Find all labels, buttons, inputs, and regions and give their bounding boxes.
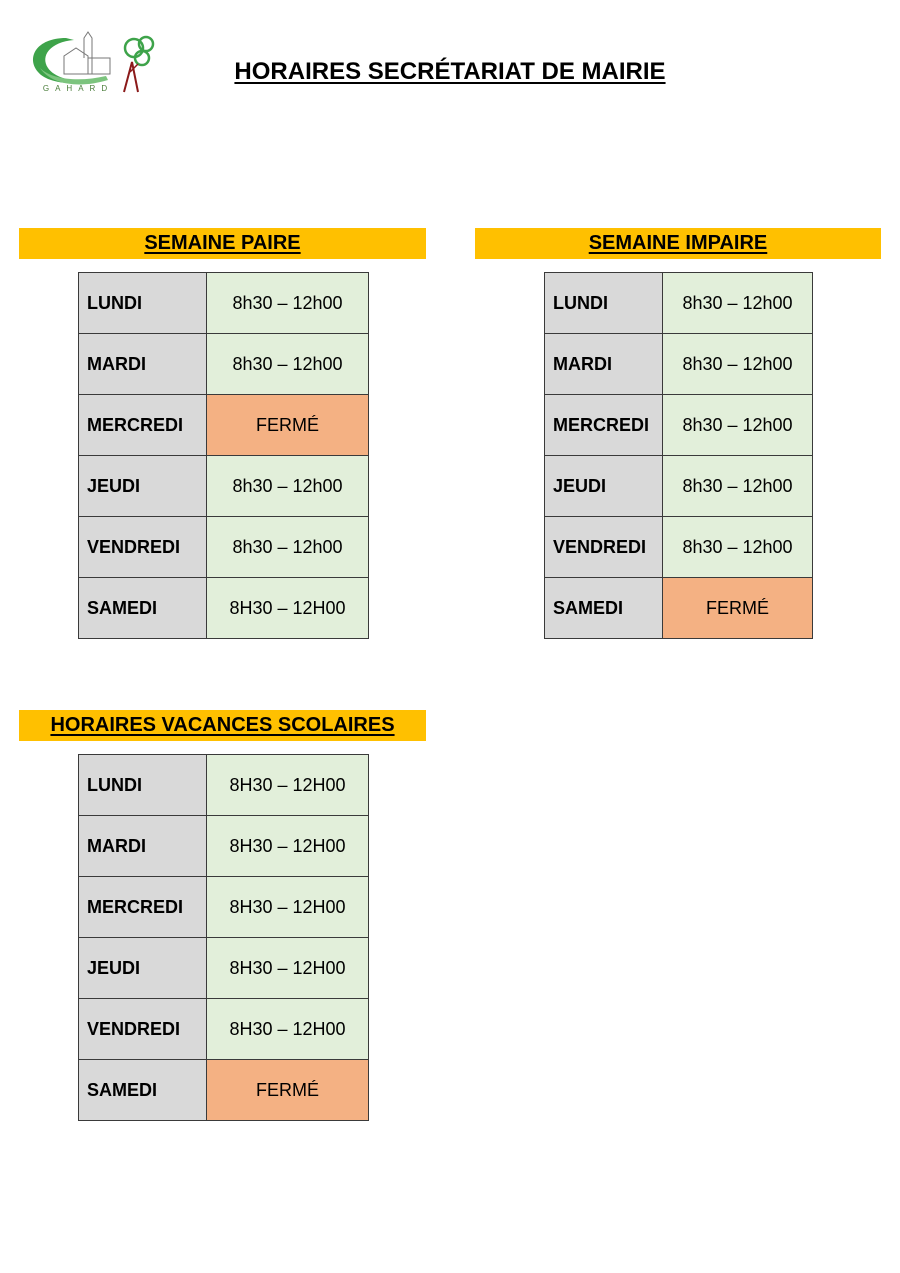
- hours-cell: 8H30 – 12H00: [207, 877, 369, 938]
- day-cell: VENDREDI: [79, 517, 207, 578]
- closed-cell: FERMÉ: [207, 1060, 369, 1121]
- page-title: HORAIRES SECRÉTARIAT DE MAIRIE: [234, 58, 666, 85]
- schedule-table-impaire: [544, 272, 813, 639]
- table-row: [79, 334, 369, 395]
- table-row: [79, 938, 369, 999]
- day-cell: MERCREDI: [545, 395, 663, 456]
- table-row: [79, 456, 369, 517]
- section-heading-paire: SEMAINE PAIRE: [19, 228, 426, 259]
- table-row: [79, 755, 369, 816]
- table-row: [79, 395, 369, 456]
- section-heading-impaire: SEMAINE IMPAIRE: [475, 228, 881, 259]
- day-cell: LUNDI: [545, 273, 663, 334]
- day-cell: MARDI: [545, 334, 663, 395]
- hours-cell: 8H30 – 12H00: [207, 938, 369, 999]
- table-row: [545, 395, 813, 456]
- table-row: [545, 456, 813, 517]
- closed-cell: FERMÉ: [663, 578, 813, 639]
- hours-cell: 8H30 – 12H00: [207, 816, 369, 877]
- hours-cell: 8h30 – 12h00: [663, 334, 813, 395]
- hours-cell: 8h30 – 12h00: [663, 456, 813, 517]
- table-row: [79, 999, 369, 1060]
- table-row: [79, 1060, 369, 1121]
- day-cell: JEUDI: [545, 456, 663, 517]
- day-cell: MERCREDI: [79, 877, 207, 938]
- day-cell: LUNDI: [79, 755, 207, 816]
- schedule-table-vacances: [78, 754, 369, 1121]
- hours-cell: 8H30 – 12H00: [207, 578, 369, 639]
- section-heading-vacances: HORAIRES VACANCES SCOLAIRES: [19, 710, 426, 741]
- day-cell: VENDREDI: [545, 517, 663, 578]
- table-row: [79, 877, 369, 938]
- table-row: [79, 273, 369, 334]
- logo-text: GAHARD: [42, 84, 114, 93]
- hours-cell: 8h30 – 12h00: [663, 273, 813, 334]
- schedule-table-paire: [78, 272, 369, 639]
- table-row: [79, 517, 369, 578]
- hours-cell: 8H30 – 12H00: [207, 999, 369, 1060]
- table-row: [79, 578, 369, 639]
- hours-cell: 8h30 – 12h00: [207, 517, 369, 578]
- day-cell: SAMEDI: [79, 1060, 207, 1121]
- table-row: [545, 273, 813, 334]
- table-row: [545, 578, 813, 639]
- hours-cell: 8h30 – 12h00: [207, 456, 369, 517]
- day-cell: SAMEDI: [545, 578, 663, 639]
- day-cell: SAMEDI: [79, 578, 207, 639]
- hours-cell: 8H30 – 12H00: [207, 755, 369, 816]
- day-cell: JEUDI: [79, 456, 207, 517]
- day-cell: MERCREDI: [79, 395, 207, 456]
- day-cell: VENDREDI: [79, 999, 207, 1060]
- hours-cell: 8h30 – 12h00: [207, 334, 369, 395]
- day-cell: JEUDI: [79, 938, 207, 999]
- table-row: [545, 334, 813, 395]
- day-cell: LUNDI: [79, 273, 207, 334]
- day-cell: MARDI: [79, 334, 207, 395]
- day-cell: MARDI: [79, 816, 207, 877]
- table-row: [545, 517, 813, 578]
- hours-cell: 8h30 – 12h00: [663, 395, 813, 456]
- hours-cell: 8h30 – 12h00: [663, 517, 813, 578]
- table-row: [79, 816, 369, 877]
- hours-cell: 8h30 – 12h00: [207, 273, 369, 334]
- closed-cell: FERMÉ: [207, 395, 369, 456]
